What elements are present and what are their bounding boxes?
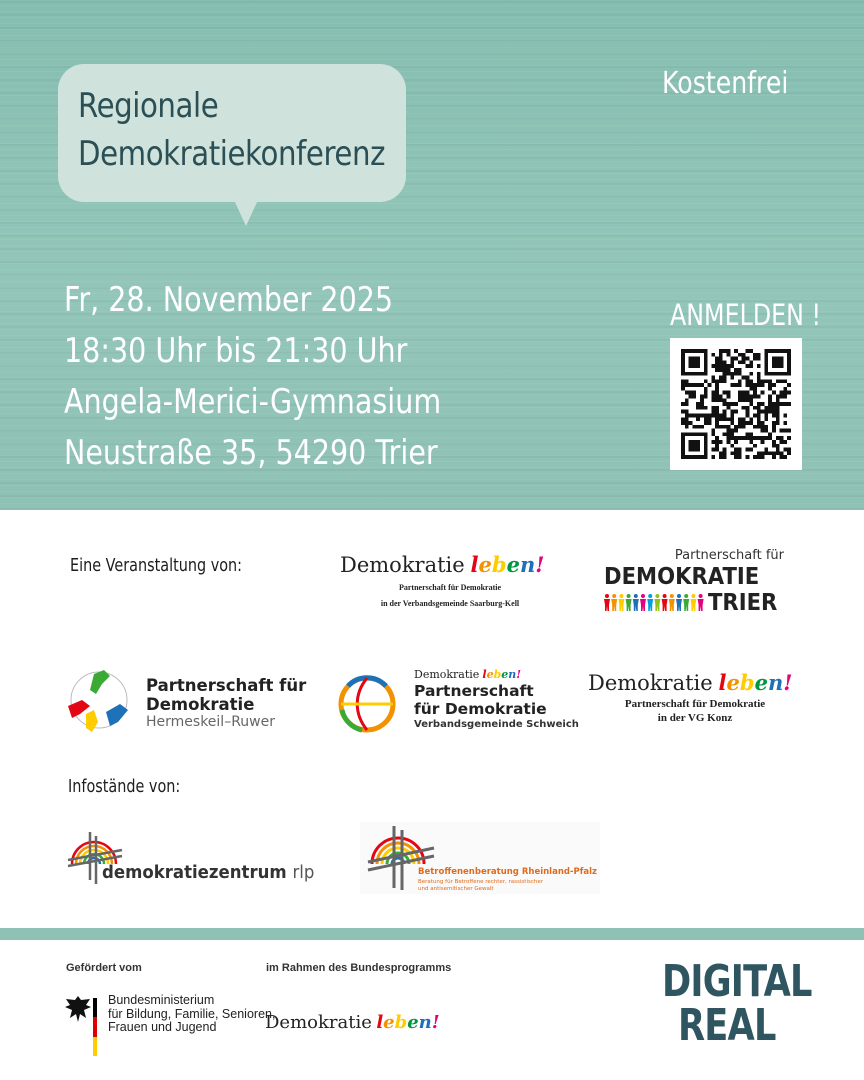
dl-leben: leben! xyxy=(482,668,522,681)
program-leben: leben! xyxy=(376,1012,440,1033)
speech-bubble-tail xyxy=(234,200,258,226)
program-label: im Rahmen des Bundesprogramms xyxy=(266,962,452,974)
registration-qr-code[interactable] xyxy=(670,338,802,470)
logo-saarburg-kell[interactable] xyxy=(340,552,560,612)
digital-real-line-2: REAL xyxy=(678,1000,776,1051)
betroffenen-sub-1: Beratung für Betroffene rechter, rassistischer xyxy=(418,879,543,885)
hands-circle-icon xyxy=(64,666,134,736)
dl-leben: leben! xyxy=(718,670,793,695)
saarburg-sub-2: in der Verbandsgemeinde Saarburg-Kell xyxy=(380,599,520,608)
event-title-line-1: Regionale xyxy=(78,86,219,126)
event-address: Neustraße 35, 54290 Trier xyxy=(64,433,438,473)
program-word: Demokratie xyxy=(265,1012,372,1033)
konz-sub-1: Partnerschaft für Demokratie xyxy=(624,698,766,710)
trier-top-text: Partnerschaft für xyxy=(674,548,784,563)
federal-eagle-icon xyxy=(64,994,92,1024)
hermeskeil-line-1: Partnerschaft für xyxy=(146,676,307,695)
betroffenen-sub-2: und antisemitischer Gewalt xyxy=(418,886,494,892)
price-label: Kostenfrei xyxy=(662,66,789,101)
demokratiezentrum-wordmark xyxy=(102,862,314,883)
saarburg-wordmark xyxy=(340,552,560,578)
event-venue: Angela-Merici-Gymnasium xyxy=(64,382,442,422)
logo-schweich[interactable] xyxy=(334,668,579,738)
schweich-line-3: Verbandsgemeinde Schweich xyxy=(414,719,579,730)
register-label: ANMELDEN ! xyxy=(670,298,822,332)
schweich-line-2: für Demokratie xyxy=(414,700,547,718)
saarburg-sub-1: Partnerschaft für Demokratie xyxy=(398,583,502,592)
logo-konz[interactable] xyxy=(588,670,802,726)
funded-by-label: Gefördert vom xyxy=(66,962,142,974)
globe-icon xyxy=(334,670,400,736)
logo-hermeskeil-ruwer[interactable] xyxy=(64,666,314,736)
dl-word: Demokratie xyxy=(414,668,480,681)
logo-betroffenenberatung[interactable] xyxy=(360,822,600,894)
event-date: Fr, 28. November 2025 xyxy=(64,280,394,320)
ministry-line-2: für Bildung, Familie, Senioren, xyxy=(108,1006,276,1021)
event-title-line-2: Demokratiekonferenz xyxy=(78,134,386,174)
konz-wordmark xyxy=(588,670,802,696)
digital-real-line-1: DIGITAL xyxy=(662,956,812,1007)
dl-word: Demokratie xyxy=(340,553,465,577)
logo-demokratie-leben[interactable] xyxy=(265,1012,465,1040)
trier-mid-text: DEMOKRATIE xyxy=(604,564,760,590)
hero-section xyxy=(0,0,864,510)
speech-bubble xyxy=(58,64,406,202)
schweich-line-1: Partnerschaft xyxy=(414,682,534,700)
german-flag-bar xyxy=(93,998,97,1056)
dz-name: demokratiezentrum xyxy=(102,862,287,883)
logo-trier[interactable] xyxy=(604,548,784,616)
ministry-line-1: Bundesministerium xyxy=(108,993,215,1007)
dz-suffix: rlp xyxy=(292,862,315,883)
infostands-label: Infostände von: xyxy=(68,776,181,797)
trier-bottom-text: TRIER xyxy=(708,590,778,616)
qr-code-icon xyxy=(681,349,791,459)
organizers-label: Eine Veranstaltung von: xyxy=(70,555,243,576)
hermeskeil-line-3: Hermeskeil–Ruwer xyxy=(146,714,275,730)
hermeskeil-line-2: Demokratie xyxy=(146,695,255,714)
logo-demokratiezentrum-rlp[interactable] xyxy=(66,830,316,886)
betroffenen-title: Betroffenenberatung Rheinland-Pfalz xyxy=(418,867,598,877)
konz-sub-2: in der VG Konz xyxy=(657,712,733,724)
schweich-wordmark xyxy=(414,668,521,681)
footer-divider xyxy=(0,928,864,940)
ministry-line-3: Frauen und Jugend xyxy=(108,1020,217,1034)
ministry-name xyxy=(108,994,275,1035)
logo-digital-real[interactable] xyxy=(662,956,812,1054)
dl-word: Demokratie xyxy=(588,671,713,695)
dl-leben: leben! xyxy=(470,552,545,577)
people-figures-icon xyxy=(604,592,708,612)
event-time: 18:30 Uhr bis 21:30 Uhr xyxy=(64,331,408,371)
logo-bmfsfj[interactable] xyxy=(64,993,276,1064)
